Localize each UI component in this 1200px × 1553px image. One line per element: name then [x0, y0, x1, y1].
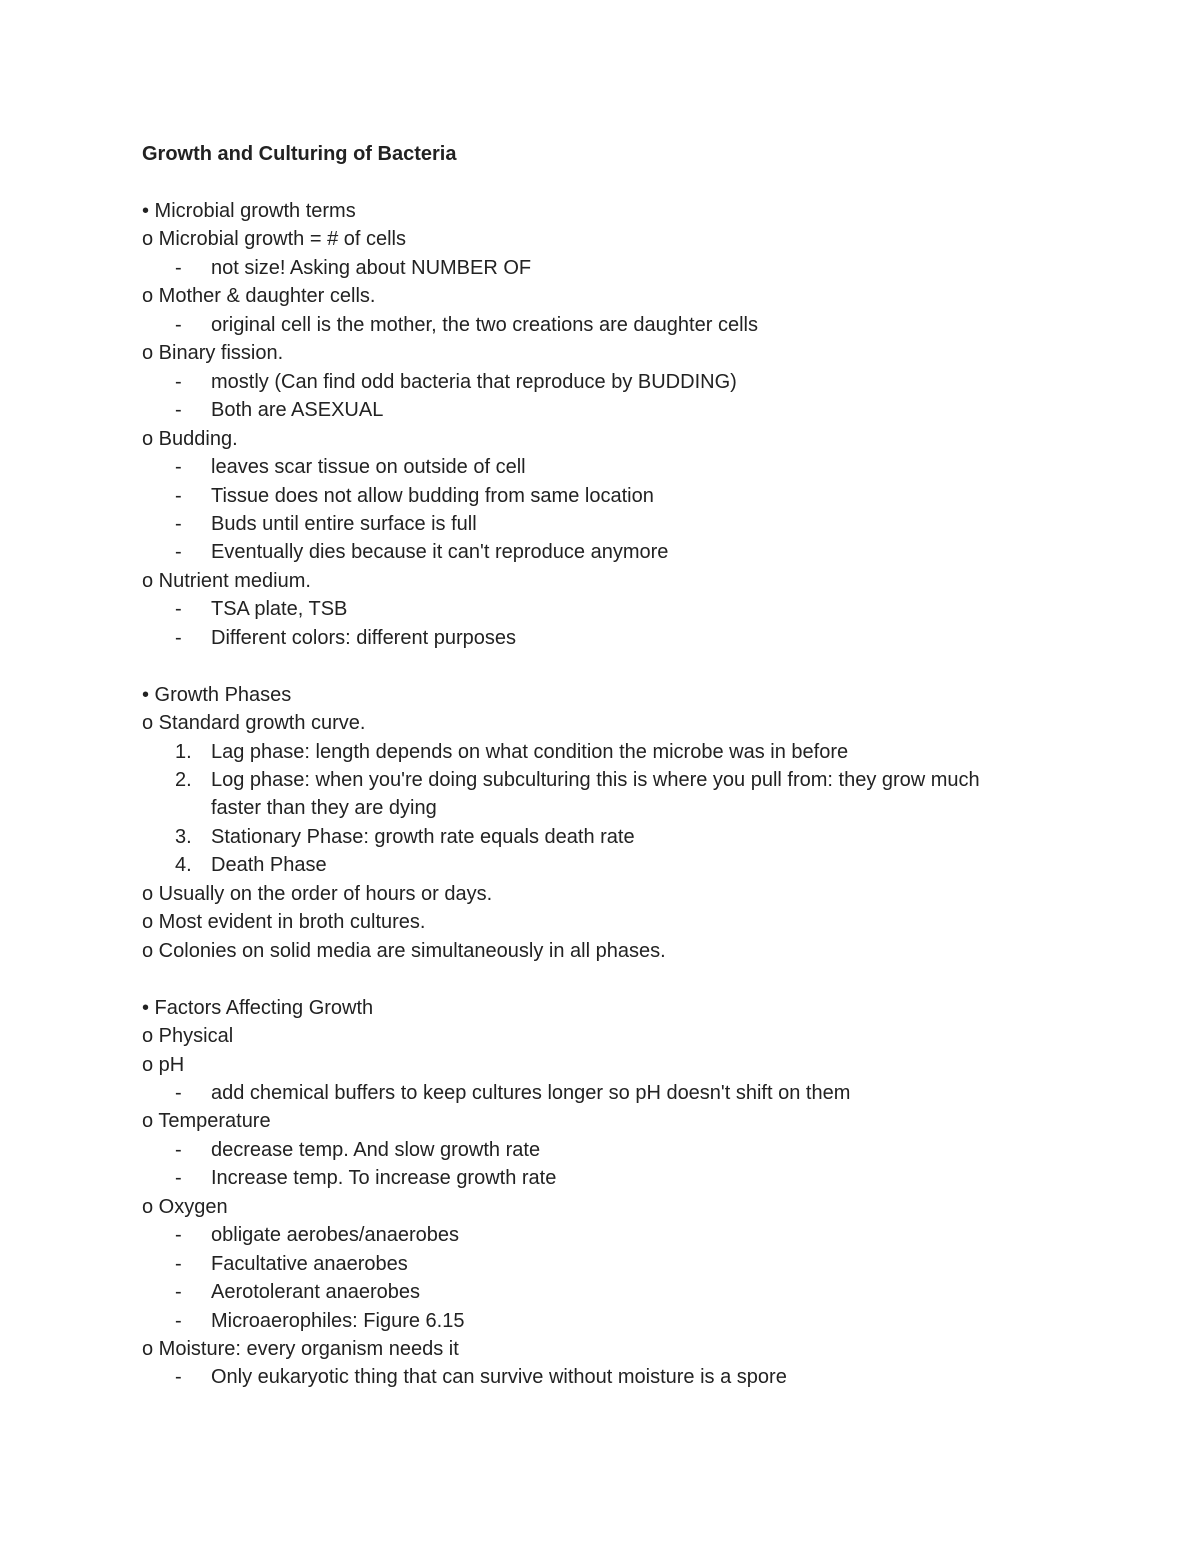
section-heading: • Microbial growth terms [142, 200, 356, 222]
dash-marker: - [175, 257, 182, 279]
list-number: 4. [175, 854, 192, 876]
dash-marker: - [175, 598, 182, 620]
outline-item: o Microbial growth = # of cells [142, 228, 407, 250]
outline-item: o Budding. [142, 428, 238, 450]
dash-marker: - [175, 1366, 182, 1388]
outline-item: o Usually on the order of hours or days. [142, 883, 493, 905]
outline-item: o Moisture: every organism needs it [142, 1338, 459, 1360]
sub-item: Only eukaryotic thing that can survive without moisture is a spore [211, 1366, 787, 1388]
dash-marker: - [175, 371, 182, 393]
outline-item: o Nutrient medium. [142, 570, 311, 592]
outline-item: o Binary fission. [142, 342, 284, 364]
sub-item: original cell is the mother, the two creations are daughter cells [211, 314, 758, 336]
list-number: 2. [175, 769, 192, 791]
dash-marker: - [175, 1082, 182, 1104]
sub-item: Eventually dies because it can't reproduce anymore [211, 541, 669, 563]
sub-item: mostly (Can find odd bacteria that reproduce by BUDDING) [211, 371, 737, 393]
dash-marker: - [175, 1310, 182, 1332]
outline-item: o Oxygen [142, 1196, 228, 1218]
dash-marker: - [175, 456, 182, 478]
sub-item: Facultative anaerobes [211, 1253, 408, 1275]
sub-item: Buds until entire surface is full [211, 513, 477, 535]
dash-marker: - [175, 1281, 182, 1303]
document-title: Growth and Culturing of Bacteria [142, 143, 457, 165]
outline-item: o Temperature [142, 1110, 271, 1132]
dash-marker: - [175, 1224, 182, 1246]
sub-item: Tissue does not allow budding from same location [211, 485, 654, 507]
section-heading: • Growth Phases [142, 684, 292, 706]
list-number: 1. [175, 741, 192, 763]
sub-item: add chemical buffers to keep cultures longer so pH doesn't shift on them [211, 1082, 851, 1104]
sub-item: Both are ASEXUAL [211, 399, 384, 421]
sub-item: Increase temp. To increase growth rate [211, 1167, 557, 1189]
sub-item: Lag phase: length depends on what condition the microbe was in before [211, 741, 849, 763]
dash-marker: - [175, 1167, 182, 1189]
sub-item: leaves scar tissue on outside of cell [211, 456, 526, 478]
sub-item: Different colors: different purposes [211, 627, 516, 649]
sub-item: Microaerophiles: Figure 6.15 [211, 1310, 465, 1332]
outline-item: o Mother & daughter cells. [142, 285, 376, 307]
dash-marker: - [175, 399, 182, 421]
sub-item: Aerotolerant anaerobes [211, 1281, 421, 1303]
outline-item: o Standard growth curve. [142, 712, 366, 734]
sub-item: Log phase: when you're doing subculturing this is where you pull from: they grow much [211, 769, 980, 791]
dash-marker: - [175, 485, 182, 507]
outline-item: o Physical [142, 1025, 234, 1047]
dash-marker: - [175, 627, 182, 649]
section-heading: • Factors Affecting Growth [142, 997, 374, 1019]
dash-marker: - [175, 1253, 182, 1275]
outline-item: o pH [142, 1054, 185, 1076]
dash-marker: - [175, 541, 182, 563]
dash-marker: - [175, 314, 182, 336]
sub-item: faster than they are dying [211, 797, 437, 819]
list-number: 3. [175, 826, 192, 848]
outline-item: o Colonies on solid media are simultaneously in all phases. [142, 940, 666, 962]
sub-item: decrease temp. And slow growth rate [211, 1139, 541, 1161]
dash-marker: - [175, 513, 182, 535]
sub-item: Stationary Phase: growth rate equals death rate [211, 826, 635, 848]
sub-item: Death Phase [211, 854, 327, 876]
outline-item: o Most evident in broth cultures. [142, 911, 426, 933]
sub-item: TSA plate, TSB [211, 598, 348, 620]
sub-item: obligate aerobes/anaerobes [211, 1224, 459, 1246]
sub-item: not size! Asking about NUMBER OF [211, 257, 532, 279]
dash-marker: - [175, 1139, 182, 1161]
